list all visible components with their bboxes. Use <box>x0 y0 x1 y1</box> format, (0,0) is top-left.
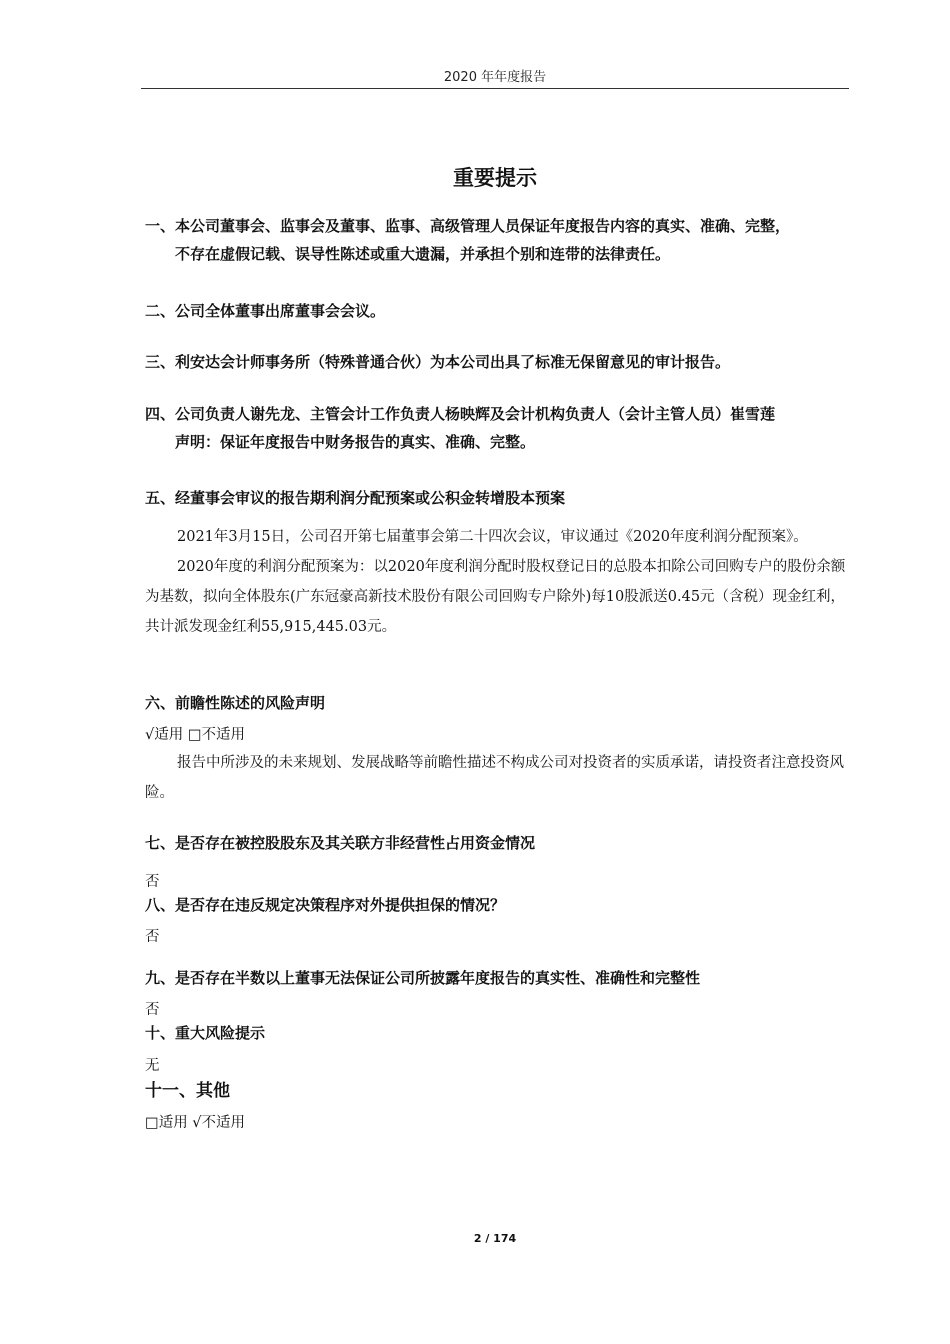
section-5-heading: 五、经董事会审议的报告期利润分配预案或公积金转增股本预案 <box>145 489 566 507</box>
section-6-options: √适用 □不适用 <box>145 727 246 743</box>
section-10-answer: 无 <box>145 1058 160 1074</box>
section-11-heading: 十一、其他 <box>145 1081 230 1101</box>
section-9-heading: 九、是否存在半数以上董事无法保证公司所披露年度报告的真实性、准确性和完整性 <box>145 969 701 987</box>
header-divider <box>141 88 849 89</box>
section-9-answer: 否 <box>145 1002 160 1018</box>
section-3: 三、利安达会计师事务所（特殊普通合伙）为本公司出具了标准无保留意见的审计报告。 <box>145 353 731 371</box>
section-1 <box>145 212 855 268</box>
page-header: 2020 年年度报告 <box>443 70 547 85</box>
section-5-para-1: 2021年3月15日，公司召开第七届董事会第二十四次会议，审议通过《2020年度利润分配预案》。 <box>177 529 808 545</box>
section-7-heading: 七、是否存在被控股股东及其关联方非经营性占用资金情况 <box>145 834 536 852</box>
section-8-heading: 八、是否存在违反规定决策程序对外提供担保的情况？ <box>145 896 506 914</box>
section-5-para-2: 2020年度的利润分配预案为：以2020年度利润分配时股权登记日的总股本扣除公司回购专户的股份余额为基数，拟向全体股东(广东冠豪高新技术股份有限公司回购专户除外)每10股派送0.45元（含税）现金红利，共计派发现金红利55,915,445.03元。 <box>145 559 846 635</box>
section-1-line1: 一、本公司董事会、监事会及董事、监事、高级管理人员保证年度报告内容的真实、准确、完整， <box>145 217 791 235</box>
section-6-heading: 六、前瞻性陈述的风险声明 <box>145 694 326 712</box>
page-number: 2 / 174 <box>473 1232 517 1245</box>
section-5-body <box>145 522 853 642</box>
section-6-para: 报告中所涉及的未来规划、发展战略等前瞻性描述不构成公司对投资者的实质承诺，请投资者注意投资风险。 <box>145 755 844 801</box>
section-6-body <box>145 748 853 808</box>
section-4 <box>145 400 855 456</box>
section-7-answer: 否 <box>145 874 160 890</box>
section-10-heading: 十、重大风险提示 <box>145 1024 266 1042</box>
section-4-line1: 四、公司负责人谢先龙、主管会计工作负责人杨映辉及会计机构负责人（会计主管人员）崔雪莲 <box>145 405 776 423</box>
section-11-options: □适用 √不适用 <box>145 1115 246 1131</box>
section-8-answer: 否 <box>145 929 160 945</box>
section-4-line2: 声明：保证年度报告中财务报告的真实、准确、完整。 <box>175 433 536 451</box>
page-title: 重要提示 <box>453 166 537 190</box>
section-2: 二、公司全体董事出席董事会会议。 <box>145 302 386 320</box>
section-1-line2: 不存在虚假记载、误导性陈述或重大遗漏，并承担个别和连带的法律责任。 <box>175 245 671 263</box>
